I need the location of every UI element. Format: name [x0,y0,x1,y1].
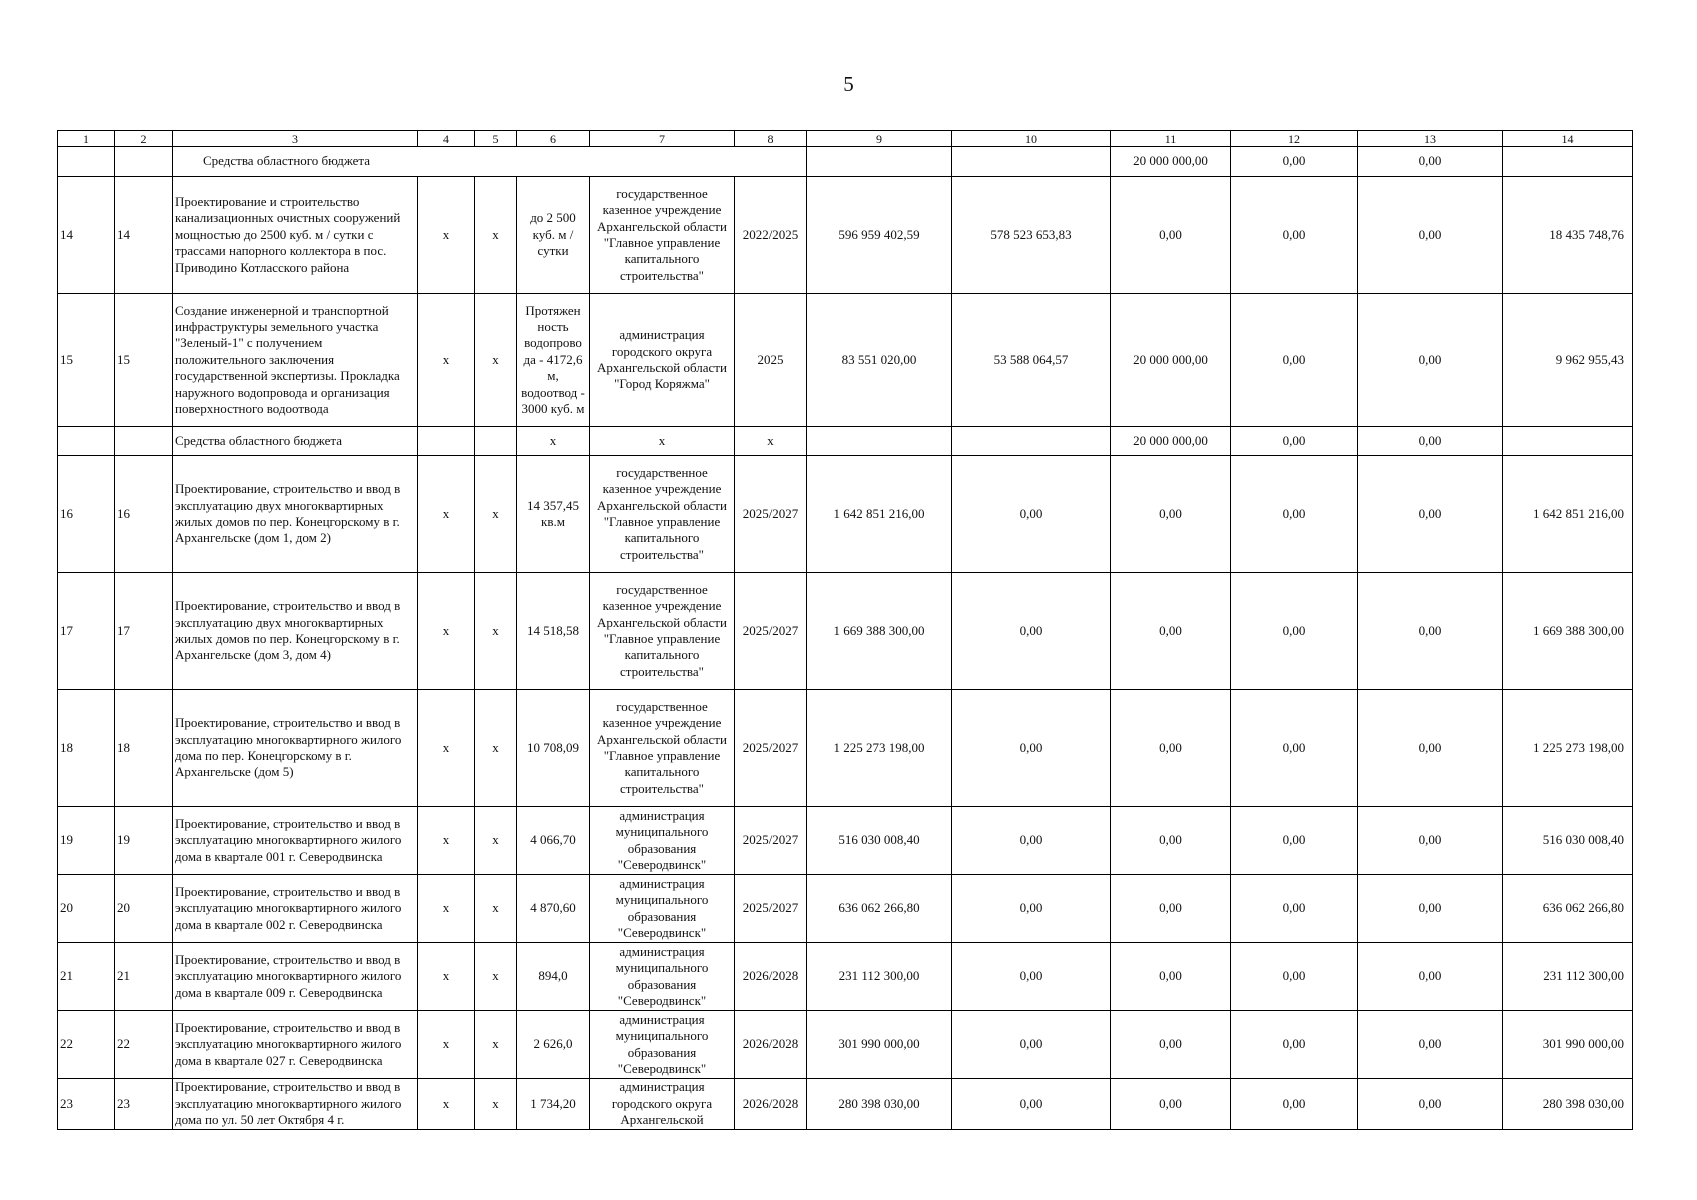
table-row [58,1011,1633,1079]
cell-col5: х [475,1079,517,1130]
customer-cell: администрация муниципального образования "Северодвинск" [590,807,735,875]
page-number: 5 [843,72,854,96]
financed-cell: 0,00 [952,807,1111,875]
col-num: 6 [517,131,590,147]
cell-col4: х [418,294,475,427]
cell-col5: х [475,177,517,294]
remaining-cost-cell: 1 669 388 300,00 [1503,573,1633,690]
amount-cell: 0,00 [1111,807,1231,875]
cell-col4: х [418,573,475,690]
amount-cell: 0,00 [1111,177,1231,294]
financed-cell: 0,00 [952,1011,1111,1079]
estimated-cost-cell: 596 959 402,59 [807,177,952,294]
row-number-cell: 23 [58,1079,115,1130]
capacity-cell: 4 870,60 [517,875,590,943]
amount-cell: 0,00 [1358,690,1503,807]
object-number-cell: 23 [115,1079,173,1130]
object-name-cell: Проектирование, строительство и ввод в эксплуатацию многоквартирного жилого дома в квартале 027 г. Северодвинска [173,1011,418,1079]
amount-cell: 0,00 [1358,177,1503,294]
cell-col5: х [475,456,517,573]
object-number-cell: 21 [115,943,173,1011]
column-number-row [58,131,1633,147]
object-number-cell: 17 [115,573,173,690]
col-num: 14 [1503,131,1633,147]
capacity-cell: 1 734,20 [517,1079,590,1130]
col-num: 7 [590,131,735,147]
amount-cell: 0,00 [1231,294,1358,427]
estimated-cost-cell: 516 030 008,40 [807,807,952,875]
financed-cell: 578 523 653,83 [952,177,1111,294]
customer-cell: государственное казенное учреждение Архангельской области "Главное управление капитального строительства" [590,690,735,807]
table-row [58,456,1633,573]
period-cell: 2026/2028 [735,943,807,1011]
amount-cell: 0,00 [1358,807,1503,875]
col-num: 5 [475,131,517,147]
amount-cell: 0,00 [1358,427,1503,456]
capacity-cell: 894,0 [517,943,590,1011]
object-name-cell: Проектирование, строительство и ввод в эксплуатацию многоквартирного жилого дома в квартале 009 г. Северодвинска [173,943,418,1011]
col-num: 12 [1231,131,1358,147]
period-cell: 2025/2027 [735,456,807,573]
financed-cell: 0,00 [952,1079,1111,1130]
period-cell: 2025 [735,294,807,427]
funding-source-label: Средства областного бюджета [173,147,807,177]
amount-cell: 0,00 [1358,1079,1503,1130]
col-num: 3 [173,131,418,147]
table-row [58,177,1633,294]
cell-col8: х [735,427,807,456]
row-number-cell: 15 [58,294,115,427]
object-number-cell: 14 [115,177,173,294]
amount-cell: 0,00 [1358,147,1503,177]
amount-cell: 0,00 [1358,1011,1503,1079]
table-row [58,294,1633,427]
customer-cell: администрация городского округа Архангельской [590,1079,735,1130]
customer-cell: администрация муниципального образования "Северодвинск" [590,943,735,1011]
amount-cell: 0,00 [1231,573,1358,690]
cell-col4: х [418,177,475,294]
amount-cell: 20 000 000,00 [1111,147,1231,177]
object-number-cell: 16 [115,456,173,573]
capacity-cell: до 2 500 куб. м / сутки [517,177,590,294]
amount-cell: 0,00 [1111,690,1231,807]
cell-col5: х [475,294,517,427]
period-cell: 2025/2027 [735,573,807,690]
table-row [58,807,1633,875]
empty-cell [115,427,173,456]
capacity-cell: 2 626,0 [517,1011,590,1079]
amount-cell: 0,00 [1231,943,1358,1011]
cell-col5: х [475,807,517,875]
amount-cell: 0,00 [1111,943,1231,1011]
estimated-cost-cell: 1 225 273 198,00 [807,690,952,807]
cell-col4: х [418,690,475,807]
empty-cell [1503,427,1633,456]
row-number-cell: 21 [58,943,115,1011]
estimated-cost-cell: 1 642 851 216,00 [807,456,952,573]
estimated-cost-cell: 280 398 030,00 [807,1079,952,1130]
row-number-cell: 14 [58,177,115,294]
funding-source-label: Средства областного бюджета [173,427,418,456]
col-num: 9 [807,131,952,147]
empty-cell [807,427,952,456]
object-name-cell: Проектирование, строительство и ввод в эксплуатацию двух многоквартирных жилых домов по пер. Конецгорскому в г. Архангельске (дом 3, дом 4) [173,573,418,690]
col-num: 8 [735,131,807,147]
cell-col4: х [418,456,475,573]
capacity-cell: Протяжен ность водопрово да - 4172,6 м, водоотвод - 3000 куб. м [517,294,590,427]
object-number-cell: 18 [115,690,173,807]
remaining-cost-cell: 18 435 748,76 [1503,177,1633,294]
remaining-cost-cell: 1 642 851 216,00 [1503,456,1633,573]
customer-cell: администрация муниципального образования "Северодвинск" [590,1011,735,1079]
financed-cell: 0,00 [952,690,1111,807]
amount-cell: 0,00 [1358,943,1503,1011]
estimated-cost-cell: 83 551 020,00 [807,294,952,427]
col-num: 13 [1358,131,1503,147]
col-num: 2 [115,131,173,147]
customer-cell: государственное казенное учреждение Архангельской области "Главное управление капитального строительства" [590,456,735,573]
empty-cell [475,427,517,456]
object-name-cell: Проектирование, строительство и ввод в эксплуатацию двух многоквартирных жилых домов по пер. Конецгорскому в г. Архангельске (дом 1, дом 2) [173,456,418,573]
financed-cell: 53 588 064,57 [952,294,1111,427]
cell-col5: х [475,1011,517,1079]
col-num: 4 [418,131,475,147]
empty-cell [58,427,115,456]
cell-col5: х [475,573,517,690]
amount-cell: 0,00 [1358,294,1503,427]
estimated-cost-cell: 636 062 266,80 [807,875,952,943]
cell-col5: х [475,875,517,943]
financed-cell: 0,00 [952,456,1111,573]
object-name-cell: Проектирование, строительство и ввод в эксплуатацию многоквартирного жилого дома в квартале 002 г. Северодвинска [173,875,418,943]
period-cell: 2026/2028 [735,1079,807,1130]
amount-cell: 0,00 [1231,807,1358,875]
amount-cell: 0,00 [1231,1079,1358,1130]
amount-cell: 0,00 [1231,875,1358,943]
row-number-cell: 18 [58,690,115,807]
cell-col7: х [590,427,735,456]
table-row [58,1079,1633,1130]
financed-cell: 0,00 [952,943,1111,1011]
object-name-cell: Проектирование и строительство канализационных очистных сооружений мощностью до 2500 куб. м / сутки с трассами напорного коллектора в пос. Приводино Котласского района [173,177,418,294]
cell-col6: х [517,427,590,456]
amount-cell: 0,00 [1231,177,1358,294]
amount-cell: 0,00 [1358,875,1503,943]
cell-col4: х [418,807,475,875]
budget-table [57,130,1633,1130]
row-number-cell: 16 [58,456,115,573]
amount-cell: 0,00 [1358,573,1503,690]
amount-cell: 20 000 000,00 [1111,294,1231,427]
table-row [58,875,1633,943]
object-name-cell: Проектирование, строительство и ввод в эксплуатацию многоквартирного жилого дома по ул. 50 лет Октября 4 г. [173,1079,418,1130]
cell-col4: х [418,943,475,1011]
empty-cell [807,147,952,177]
amount-cell: 0,00 [1111,1011,1231,1079]
amount-cell: 0,00 [1231,456,1358,573]
row-number-cell: 19 [58,807,115,875]
cell-col4: х [418,1079,475,1130]
amount-cell: 0,00 [1358,456,1503,573]
empty-cell [952,427,1111,456]
col-num: 1 [58,131,115,147]
object-name-cell: Создание инженерной и транспортной инфраструктуры земельного участка "Зеленый-1" с получением положительного заключения государственной экспертизы. Прокладка наружного водопровода и организация поверхностного водоотвода [173,294,418,427]
empty-cell [58,147,115,177]
remaining-cost-cell: 9 962 955,43 [1503,294,1633,427]
row-number-cell: 20 [58,875,115,943]
customer-cell: государственное казенное учреждение Архангельской области "Главное управление капитального строительства" [590,177,735,294]
object-name-cell: Проектирование, строительство и ввод в эксплуатацию многоквартирного жилого дома по пер. Конецгорскому в г. Архангельске (дом 5) [173,690,418,807]
empty-cell [115,147,173,177]
col-num: 11 [1111,131,1231,147]
period-cell: 2025/2027 [735,690,807,807]
customer-cell: администрация муниципального образования "Северодвинск" [590,875,735,943]
subtotal-row [58,427,1633,456]
financed-cell: 0,00 [952,573,1111,690]
capacity-cell: 14 357,45 кв.м [517,456,590,573]
capacity-cell: 4 066,70 [517,807,590,875]
period-cell: 2022/2025 [735,177,807,294]
remaining-cost-cell: 516 030 008,40 [1503,807,1633,875]
period-cell: 2026/2028 [735,1011,807,1079]
amount-cell: 0,00 [1231,690,1358,807]
estimated-cost-cell: 301 990 000,00 [807,1011,952,1079]
object-number-cell: 20 [115,875,173,943]
cell-col5: х [475,943,517,1011]
empty-cell [418,427,475,456]
remaining-cost-cell: 636 062 266,80 [1503,875,1633,943]
table-row [58,690,1633,807]
table-row [58,943,1633,1011]
remaining-cost-cell: 280 398 030,00 [1503,1079,1633,1130]
subtotal-row [58,147,1633,177]
empty-cell [1503,147,1633,177]
row-number-cell: 17 [58,573,115,690]
customer-cell: администрация городского округа Архангельской области "Город Коряжма" [590,294,735,427]
financed-cell: 0,00 [952,875,1111,943]
amount-cell: 20 000 000,00 [1111,427,1231,456]
empty-cell [952,147,1111,177]
amount-cell: 0,00 [1111,456,1231,573]
estimated-cost-cell: 1 669 388 300,00 [807,573,952,690]
amount-cell: 0,00 [1111,1079,1231,1130]
object-number-cell: 22 [115,1011,173,1079]
remaining-cost-cell: 301 990 000,00 [1503,1011,1633,1079]
object-number-cell: 19 [115,807,173,875]
remaining-cost-cell: 1 225 273 198,00 [1503,690,1633,807]
amount-cell: 0,00 [1111,573,1231,690]
estimated-cost-cell: 231 112 300,00 [807,943,952,1011]
customer-cell: государственное казенное учреждение Архангельской области "Главное управление капитального строительства" [590,573,735,690]
amount-cell: 0,00 [1231,1011,1358,1079]
amount-cell: 0,00 [1231,427,1358,456]
cell-col4: х [418,875,475,943]
remaining-cost-cell: 231 112 300,00 [1503,943,1633,1011]
col-num: 10 [952,131,1111,147]
object-name-cell: Проектирование, строительство и ввод в эксплуатацию многоквартирного жилого дома в квартале 001 г. Северодвинска [173,807,418,875]
period-cell: 2025/2027 [735,875,807,943]
capacity-cell: 14 518,58 [517,573,590,690]
cell-col4: х [418,1011,475,1079]
amount-cell: 0,00 [1231,147,1358,177]
object-number-cell: 15 [115,294,173,427]
table-row [58,573,1633,690]
period-cell: 2025/2027 [735,807,807,875]
cell-col5: х [475,690,517,807]
amount-cell: 0,00 [1111,875,1231,943]
row-number-cell: 22 [58,1011,115,1079]
capacity-cell: 10 708,09 [517,690,590,807]
